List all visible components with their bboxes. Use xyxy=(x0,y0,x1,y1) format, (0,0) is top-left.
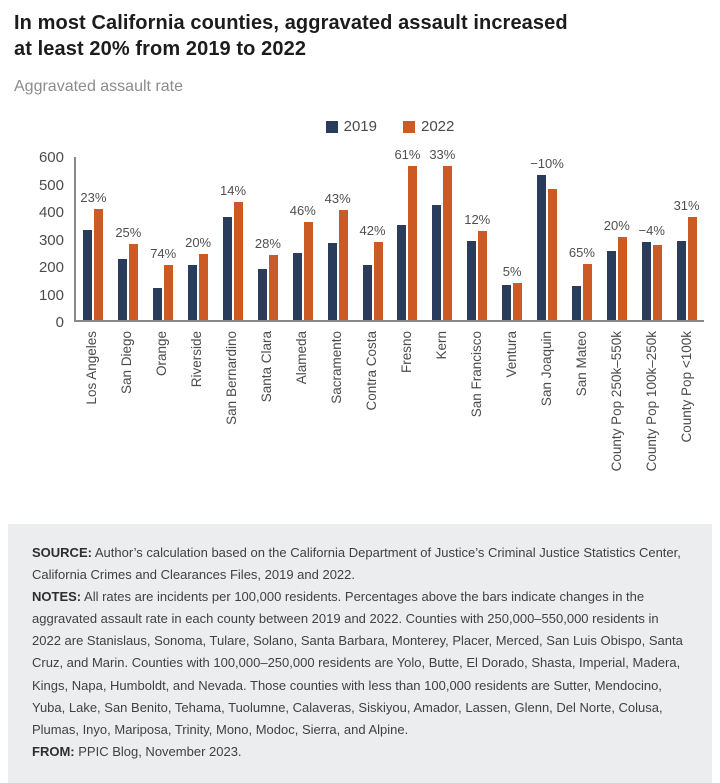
bar-group xyxy=(460,157,495,320)
bar-2022 xyxy=(478,231,487,320)
bar-group xyxy=(285,157,320,320)
bar-group xyxy=(320,157,355,320)
x-tick-label: Ventura xyxy=(503,331,519,378)
bar-2022 xyxy=(269,255,278,320)
x-tick-label: San Mateo xyxy=(573,331,589,397)
notes-note xyxy=(32,586,688,741)
x-label-column xyxy=(634,322,669,494)
x-tick-label: San Francisco xyxy=(468,331,484,418)
x-label-column xyxy=(529,322,564,494)
source-note xyxy=(32,542,688,586)
x-tick-label: County Pop 250k–550k xyxy=(608,331,624,472)
x-tick-label: Fresno xyxy=(398,331,414,374)
bar-group xyxy=(111,157,146,320)
bar-2019 xyxy=(537,175,546,320)
bar-group xyxy=(564,157,599,320)
x-label-column xyxy=(144,322,179,494)
bar-group xyxy=(390,147,425,320)
y-tick-label: 200 xyxy=(38,259,64,276)
y-tick-label: 100 xyxy=(38,286,64,304)
bar-2019 xyxy=(258,269,267,320)
bar-2019 xyxy=(642,242,651,320)
notes-text: All rates are incidents per 100,000 residents. Percentages above the bars indicate changes in the aggravated assault rate in each county between 2019 and 2022. Counties with 250,000–550,000 residents in 2022 are Stanislaus, Sonoma, Tulare, Solano, Santa Barbara, Monterey, Placer, Merced, San Luis Obispo, Santa Cruz, and Marin. Counties with 100,000–250,000 residents are Yolo, Butte, El Dorado, Shasta, Imperial, Madera, Kings, Napa, Humboldt, and Nevada. Those counties with less than 100,000 residents are Sutter, Mendocino, Yuba, Lake, San Benito, Tehama, Tuolumne, Calaveras, Siskiyou, Amador, Lassen, Glenn, Del Norte, Colusa, Plumas, Inyo, Mariposa, Trinity, Mono, Modoc, Sierra, and Alpine. xyxy=(32,589,683,737)
bar-2019 xyxy=(363,265,372,320)
x-label-column xyxy=(564,322,599,494)
bar-2022 xyxy=(443,166,452,320)
bar-2019 xyxy=(432,205,441,321)
plot-area xyxy=(74,147,704,494)
bar-group xyxy=(76,157,111,320)
y-axis xyxy=(22,149,74,331)
change-label: 74% xyxy=(150,246,177,261)
x-label-column xyxy=(459,322,494,494)
bar-2022 xyxy=(94,209,103,320)
legend-swatch-2019-icon xyxy=(326,121,338,133)
bar-chart xyxy=(22,147,704,494)
bar-2022 xyxy=(234,202,243,320)
x-tick-label: Riverside xyxy=(188,331,204,388)
change-label: 28% xyxy=(254,235,281,251)
bar-2019 xyxy=(118,259,127,320)
x-tick-label: County Pop <100k xyxy=(678,331,694,443)
bar-2022 xyxy=(374,242,383,320)
x-tick-label: County Pop 100k–250k xyxy=(643,331,659,472)
x-label-column xyxy=(494,322,529,494)
change-label: 61% xyxy=(394,147,421,163)
bar-group xyxy=(599,157,634,320)
from-note xyxy=(32,741,688,763)
bar-2019 xyxy=(607,251,616,320)
bar-2022 xyxy=(688,217,697,320)
x-tick-label: Santa Clara xyxy=(258,331,274,403)
legend-item-2022 xyxy=(403,118,454,135)
bar-group xyxy=(146,157,181,320)
change-label: 42% xyxy=(359,222,386,238)
bar-2022 xyxy=(164,265,173,320)
x-tick-label: Orange xyxy=(153,331,169,377)
bar-2022 xyxy=(339,210,348,320)
bar-group xyxy=(669,157,704,320)
y-tick-label: 300 xyxy=(38,231,64,249)
change-label: −4% xyxy=(638,223,665,239)
bar-2022 xyxy=(408,166,417,320)
bar-group xyxy=(355,157,390,320)
change-label: 25% xyxy=(115,224,142,240)
legend-swatch-2022-icon xyxy=(403,121,415,133)
change-label: 14% xyxy=(219,183,247,199)
bar-2022 xyxy=(653,245,662,320)
bar-2019 xyxy=(188,265,197,320)
bar-2019 xyxy=(467,241,476,320)
chart-legend xyxy=(0,118,720,135)
change-label: 65% xyxy=(568,244,595,260)
bar-2019 xyxy=(572,286,581,320)
change-label: 31% xyxy=(673,197,700,213)
legend-label-2022: 2022 xyxy=(421,118,455,135)
plot xyxy=(74,147,704,322)
bar-group xyxy=(530,157,565,320)
change-label: 20% xyxy=(603,217,630,233)
change-label: 33% xyxy=(429,147,456,163)
bar-2019 xyxy=(153,288,162,320)
bar-group xyxy=(216,157,251,320)
from-label: FROM: xyxy=(32,743,75,759)
legend-item-2019 xyxy=(326,118,377,135)
bar-2019 xyxy=(397,225,406,320)
x-tick-label: San Bernardino xyxy=(223,331,239,425)
bar-group xyxy=(181,157,216,320)
y-tick-label: 500 xyxy=(38,176,64,194)
x-label-column xyxy=(249,322,284,494)
x-label-column xyxy=(599,322,634,494)
bar-group xyxy=(250,157,285,320)
x-label-column xyxy=(319,322,354,494)
x-tick-label: Alameda xyxy=(293,331,309,385)
bar-2019 xyxy=(677,241,686,320)
y-tick-label: 0 xyxy=(55,314,64,331)
y-tick-label: 600 xyxy=(38,149,64,166)
x-label-column xyxy=(424,322,459,494)
x-label-column xyxy=(109,322,144,494)
notes-label: NOTES: xyxy=(32,589,82,605)
bar-group xyxy=(634,157,669,320)
change-label: 23% xyxy=(80,190,107,206)
bar-group xyxy=(425,147,460,320)
chart-title xyxy=(0,10,720,62)
bar-2022 xyxy=(129,244,138,320)
x-tick-label: Kern xyxy=(433,331,449,360)
change-label: 46% xyxy=(289,202,316,218)
x-axis-labels xyxy=(74,322,704,494)
x-tick-label: Sacramento xyxy=(328,331,344,404)
x-tick-label: Contra Costa xyxy=(363,331,379,411)
bar-2022 xyxy=(513,283,522,320)
bar-2022 xyxy=(304,222,313,320)
x-label-column xyxy=(354,322,389,494)
bar-2019 xyxy=(502,285,511,320)
footer-notes xyxy=(8,524,712,783)
x-label-column xyxy=(284,322,319,494)
x-tick-label: Los Angeles xyxy=(83,331,99,405)
from-text: PPIC Blog, November 2023. xyxy=(78,743,242,759)
change-label: 12% xyxy=(464,212,491,228)
y-tick-label: 400 xyxy=(38,204,64,221)
bar-2022 xyxy=(199,254,208,320)
x-label-column xyxy=(74,322,109,494)
bar-2019 xyxy=(83,230,92,320)
bar-group xyxy=(495,157,530,320)
bar-2022 xyxy=(583,264,592,320)
bar-2022 xyxy=(548,189,557,320)
change-label: 43% xyxy=(324,191,351,207)
x-tick-label: San Joaquin xyxy=(538,331,554,407)
chart-title-line2: at least 20% from 2019 to 2022 xyxy=(14,38,307,60)
change-label: 20% xyxy=(185,235,212,250)
chart-subtitle: Aggravated assault rate xyxy=(14,78,183,95)
x-tick-label: San Diego xyxy=(118,331,134,395)
source-text: Author’s calculation based on the California Department of Justice’s Criminal Justice Statistics Center, California Crimes and Clearances Files, 2019 and 2022. xyxy=(32,545,681,583)
x-label-column xyxy=(214,322,249,494)
legend-label-2019: 2019 xyxy=(343,118,377,135)
x-label-column xyxy=(669,322,704,494)
x-label-column xyxy=(389,322,424,494)
x-label-column xyxy=(179,322,214,494)
bar-2019 xyxy=(328,243,337,320)
change-label: −10% xyxy=(530,155,564,171)
bar-2019 xyxy=(223,217,232,320)
bar-2022 xyxy=(618,237,627,320)
bar-2019 xyxy=(293,253,302,320)
change-label: 5% xyxy=(502,264,522,280)
source-label: SOURCE: xyxy=(32,545,92,560)
chart-title-line1: In most California counties, aggravated assault increased xyxy=(14,12,568,34)
